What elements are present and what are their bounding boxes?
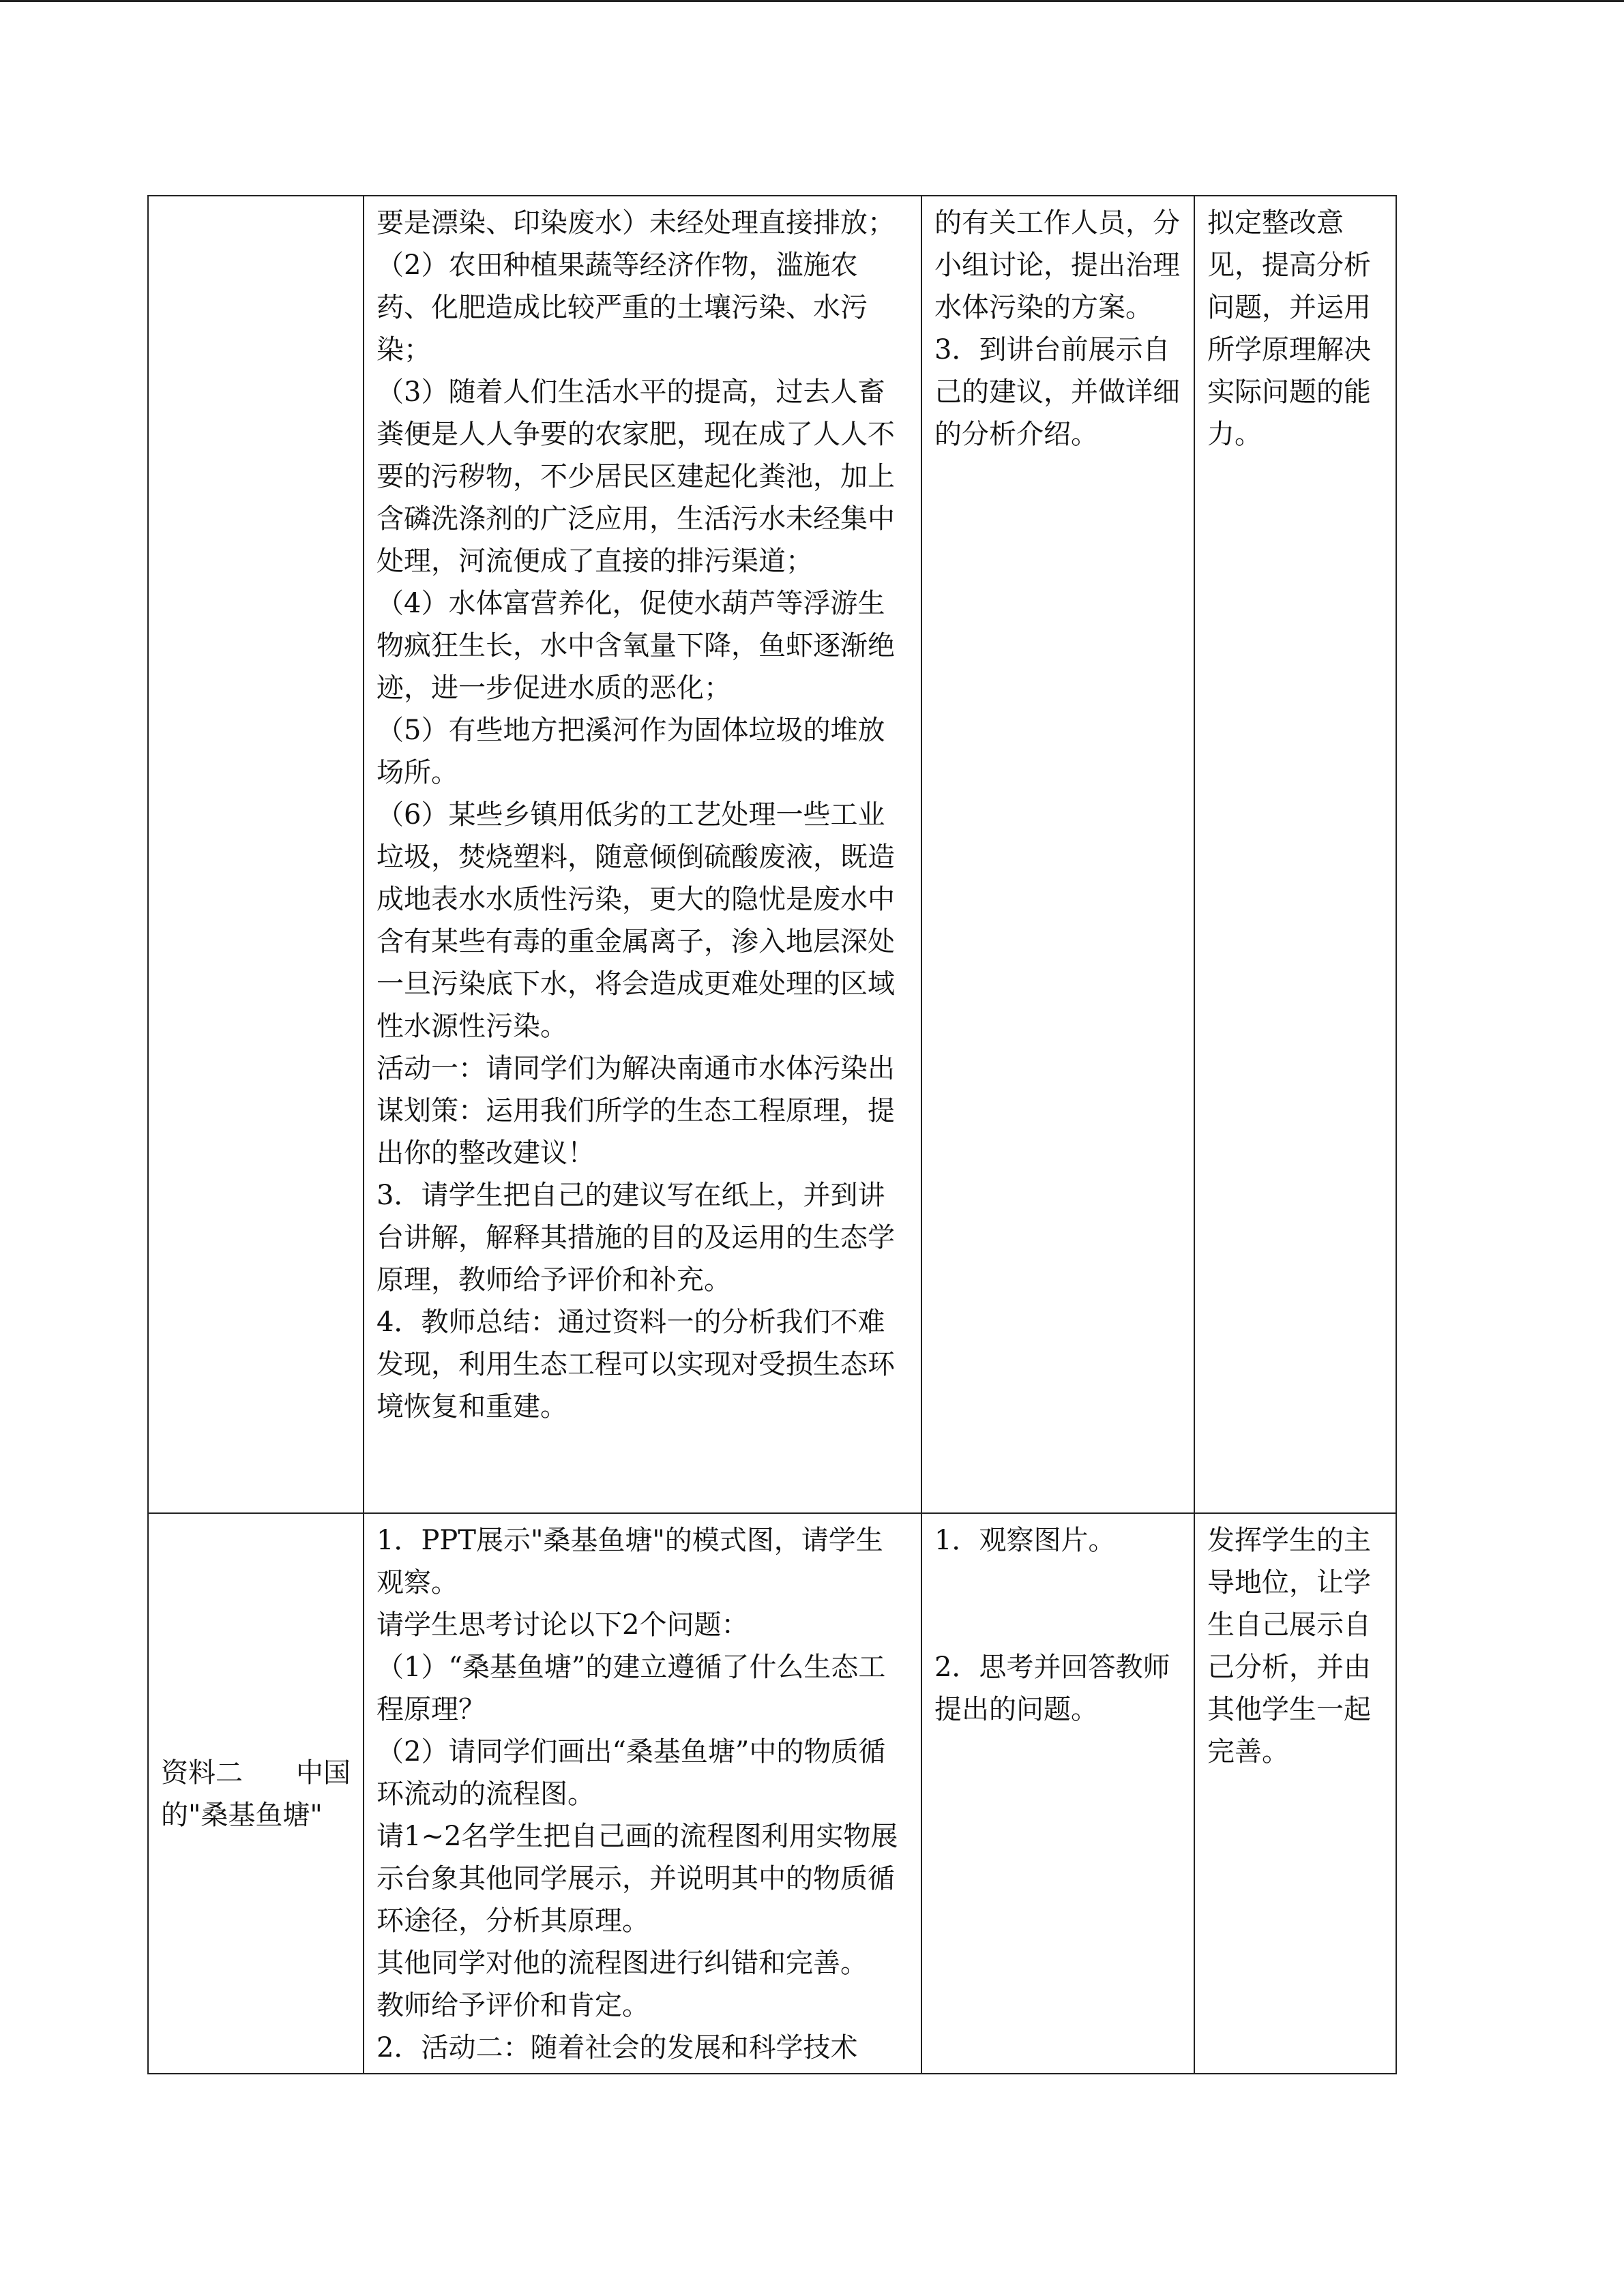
paragraph: 1．观察图片。 <box>934 1525 1116 1556</box>
paragraph: （4）水体富营养化，促使水葫芦等浮游生物疯狂生长，水中含氧量下降，鱼虾逐渐绝迹，进一步促进水质的恶化； <box>377 588 895 704</box>
paragraph: 发挥学生的主导地位，让学生自己展示自己分析，并由其他学生一起完善。 <box>1207 1525 1371 1768</box>
teacher-activity-cell <box>364 1513 921 2074</box>
paragraph: （5）有些地方把溪河作为固体垃圾的堆放场所。 <box>377 715 885 788</box>
paragraph: 2．活动二：随着社会的发展和科学技术 <box>377 2032 858 2063</box>
lesson-plan-table <box>147 195 1397 2074</box>
material-label: 的"桑基鱼塘" <box>161 1800 323 1831</box>
table-row <box>148 1513 1396 2074</box>
material-label: 中国 <box>296 1757 351 1789</box>
page-top-border <box>0 0 1624 2</box>
material-label-line <box>161 1752 351 1794</box>
material-label-cell <box>148 1513 364 2074</box>
design-purpose-cell <box>1194 196 1396 1513</box>
paragraph: 请1~2名学生把自己画的流程图利用实物展示台象其他同学展示，并说明其中的物质循环途径，分析其原理。 <box>377 1821 898 1937</box>
paragraph: 1．PPT展示"桑基鱼塘"的模式图，请学生观察。 <box>377 1525 883 1598</box>
paragraph: 活动一：请同学们为解决南通市水体污染出谋划策：运用我们所学的生态工程原理，提出你的整改建议！ <box>377 1053 895 1169</box>
student-activity-cell <box>921 196 1194 1513</box>
paragraph: （3）随着人们生活水平的提高，过去人畜粪便是人人争要的农家肥，现在成了人人不要的污秽物，不少居民区建起化粪池，加上含磷洗涤剂的广泛应用，生活污水未经集中处理，河流便成了直接的排污渠道； <box>377 376 895 577</box>
material-label-cell <box>148 196 364 1513</box>
material-label: 资料二 <box>161 1757 243 1789</box>
paragraph: （6）某些乡镇用低劣的工艺处理一些工业垃圾，焚烧塑料，随意倾倒硫酸废液，既造成地表水水质性污染，更大的隐忧是废水中含有某些有毒的重金属离子，渗入地层深处一旦污染底下水，将会造成更难处理的区域性水源性污染。 <box>377 799 895 1042</box>
paragraph: 请学生思考讨论以下2个问题： <box>377 1609 749 1641</box>
paragraph: 3．请学生把自己的建议写在纸上，并到讲台讲解，解释其措施的目的及运用的生态学原理，教师给予评价和补充。 <box>377 1180 895 1296</box>
paragraph: 2．思考并回答教师提出的问题。 <box>934 1652 1170 1725</box>
paragraph: 的有关工作人员，分小组讨论，提出治理水体污染的方案。 <box>934 207 1180 323</box>
paragraph: 拟定整改意见，提高分析问题，并运用所学原理解决实际问题的能力。 <box>1207 207 1371 450</box>
paragraph: （1）“桑基鱼塘”的建立遵循了什么生态工程原理？ <box>377 1652 886 1725</box>
student-activity-cell <box>921 1513 1194 2074</box>
paragraph: 教师给予评价和肯定。 <box>377 1990 649 2021</box>
design-purpose-cell <box>1194 1513 1396 2074</box>
table-row <box>148 196 1396 1513</box>
paragraph: 3．到讲台前展示自己的建议，并做详细的分析介绍。 <box>934 334 1180 450</box>
paragraph: 其他同学对他的流程图进行纠错和完善。 <box>377 1948 868 1979</box>
paragraph: （2）请同学们画出“桑基鱼塘”中的物质循环流动的流程图。 <box>377 1736 886 1810</box>
paragraph: 要是漂染、印染废水）未经处理直接排放； <box>377 207 895 239</box>
teacher-activity-cell <box>364 196 921 1513</box>
paragraph: （2）农田种植果蔬等经济作物，滥施农药、化肥造成比较严重的土壤污染、水污染； <box>377 250 868 366</box>
paragraph: 4．教师总结：通过资料一的分析我们不难发现，利用生态工程可以实现对受损生态环境恢复和重建。 <box>377 1307 895 1422</box>
